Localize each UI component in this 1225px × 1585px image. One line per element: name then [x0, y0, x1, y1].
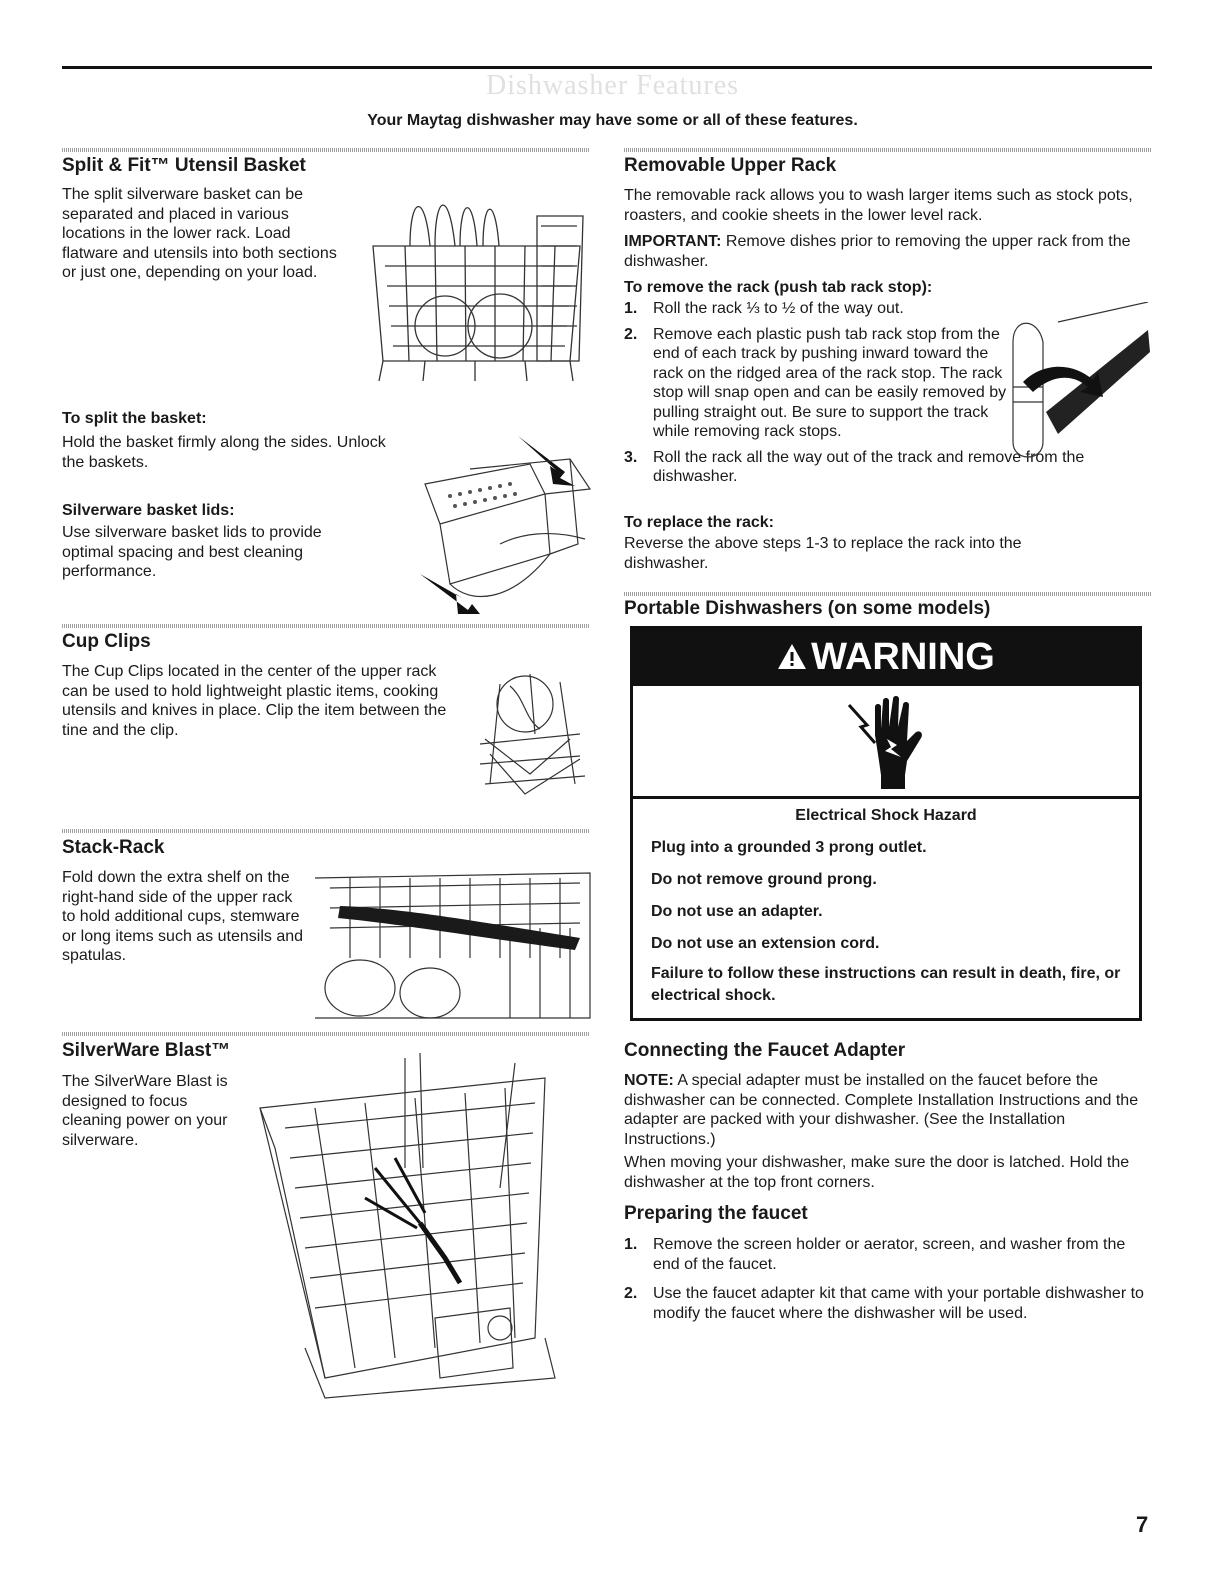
section-rule [62, 148, 590, 152]
warning-line: Do not use an extension cord. [651, 935, 880, 952]
list-item: 2. Use the faucet adapter kit that came with your portable dishwasher to modify the faucet where the dishwasher will be used. [624, 1285, 1144, 1322]
preparing-heading: Preparing the faucet [624, 1203, 808, 1224]
page-number: 7 [1136, 1512, 1149, 1537]
important-text: Remove dishes prior to removing the upper rack from the dishwasher. [624, 233, 1131, 270]
cup-clips-body: The Cup Clips located in the center of the upper rack can be used to hold lightweight plastic items, cooking utensils and knives in place. Clip the item between the tine and the clip. [62, 663, 447, 739]
split-basket-body: Hold the basket firmly along the sides. Unlock the baskets. [62, 434, 386, 471]
warning-line: Failure to follow these instructions can result in death, fire, or electrical shock. [651, 965, 1121, 1004]
silverware-blast-heading: SilverWare Blast™ [62, 1040, 231, 1061]
warning-line: Plug into a grounded 3 prong outlet. [651, 839, 927, 856]
section-rule [62, 829, 590, 833]
split-fit-body: The split silverware basket can be separated and placed in various locations in the lower rack. Load flatware and utensils into both sections or just one, depending on your load. [62, 186, 337, 281]
preparing-steps [624, 1235, 1152, 1329]
lids-heading: Silverware basket lids: [62, 502, 235, 519]
replace-rack-body: Reverse the above steps 1-3 to replace the rack into the dishwasher. [624, 535, 1022, 572]
upper-rack-heading: Removable Upper Rack [624, 155, 837, 176]
list-item: 1. Remove the screen holder or aerator, screen, and washer from the end of the faucet. [624, 1236, 1126, 1273]
list-item: 3. Roll the rack all the way out of the track and remove from the dishwasher. [624, 448, 1085, 485]
silverware-blast-illustration [245, 1048, 575, 1413]
warning-triangle-icon [777, 630, 807, 687]
cup-clips-heading: Cup Clips [62, 631, 151, 652]
warning-divider [633, 796, 1139, 799]
upper-rack-body: The removable rack allows you to wash larger items such as stock pots, roasters, and cookie sheets in the lower level rack. [624, 187, 1133, 224]
warning-title: WARNING [811, 636, 995, 678]
important-label: IMPORTANT: [624, 233, 722, 250]
important-note [624, 232, 1148, 271]
portable-heading: Portable Dishwashers (on some models) [624, 598, 991, 619]
split-fit-heading: Split & Fit™ Utensil Basket [62, 155, 306, 176]
list-item: 2. Remove each plastic push tab rack stop from the end of each track by pushing inward toward the rack on the ridged area of the rack stop. The rack stop will snap open and can be easily removed by pulling straight out. Be sure to support the track while removing rack stops. [624, 325, 1007, 440]
split-basket-heading: To split the basket: [62, 410, 207, 427]
section-rule [62, 624, 590, 628]
section-rule [624, 148, 1152, 152]
stack-rack-illustration [310, 868, 595, 1028]
page-subtitle: Your Maytag dishwasher may have some or all of these features. [367, 112, 858, 129]
faucet-adapter-heading: Connecting the Faucet Adapter [624, 1040, 906, 1061]
warning-header [633, 629, 1139, 686]
rack-stop-illustration [998, 302, 1153, 467]
replace-rack-heading: To replace the rack: [624, 514, 774, 531]
section-rule [624, 592, 1152, 596]
lids-body: Use silverware basket lids to provide optimal spacing and best cleaning performance. [62, 524, 322, 580]
stack-rack-heading: Stack-Rack [62, 837, 165, 858]
remove-rack-heading: To remove the rack (push tab rack stop): [624, 279, 933, 296]
page-title: Dishwasher Features [485, 70, 740, 101]
top-rule [62, 66, 1152, 69]
hazard-title: Electrical Shock Hazard [795, 807, 977, 824]
warning-box [630, 626, 1142, 1021]
section-rule [62, 1032, 590, 1036]
stack-rack-body: Fold down the extra shelf on the right-hand side of the upper rack to hold additional cups, stemware or long items such as utensils and spatulas. [62, 869, 304, 964]
cup-clip-illustration [470, 664, 590, 804]
basket-split-illustration [410, 434, 595, 614]
silverware-blast-body: The SilverWare Blast is designed to focus cleaning power on your silverware. [62, 1073, 228, 1149]
moving-text: When moving your dishwasher, make sure the door is latched. Hold the dishwasher at the top front corners. [624, 1154, 1130, 1191]
faucet-note [624, 1071, 1152, 1149]
warning-line: Do not use an adapter. [651, 903, 823, 920]
utensil-basket-illustration [365, 186, 590, 386]
note-text: A special adapter must be installed on the faucet before the dishwasher can be connected. Complete Installation Instructions and the adapter are packed with your dishwasher. (See the Installation Instructions.) [624, 1072, 1139, 1148]
warning-line: Do not remove ground prong. [651, 871, 877, 888]
shock-hazard-icon [845, 695, 935, 791]
list-item: 1. Roll the rack ⅓ to ½ of the way out. [624, 300, 904, 317]
note-label: NOTE: [624, 1072, 674, 1089]
